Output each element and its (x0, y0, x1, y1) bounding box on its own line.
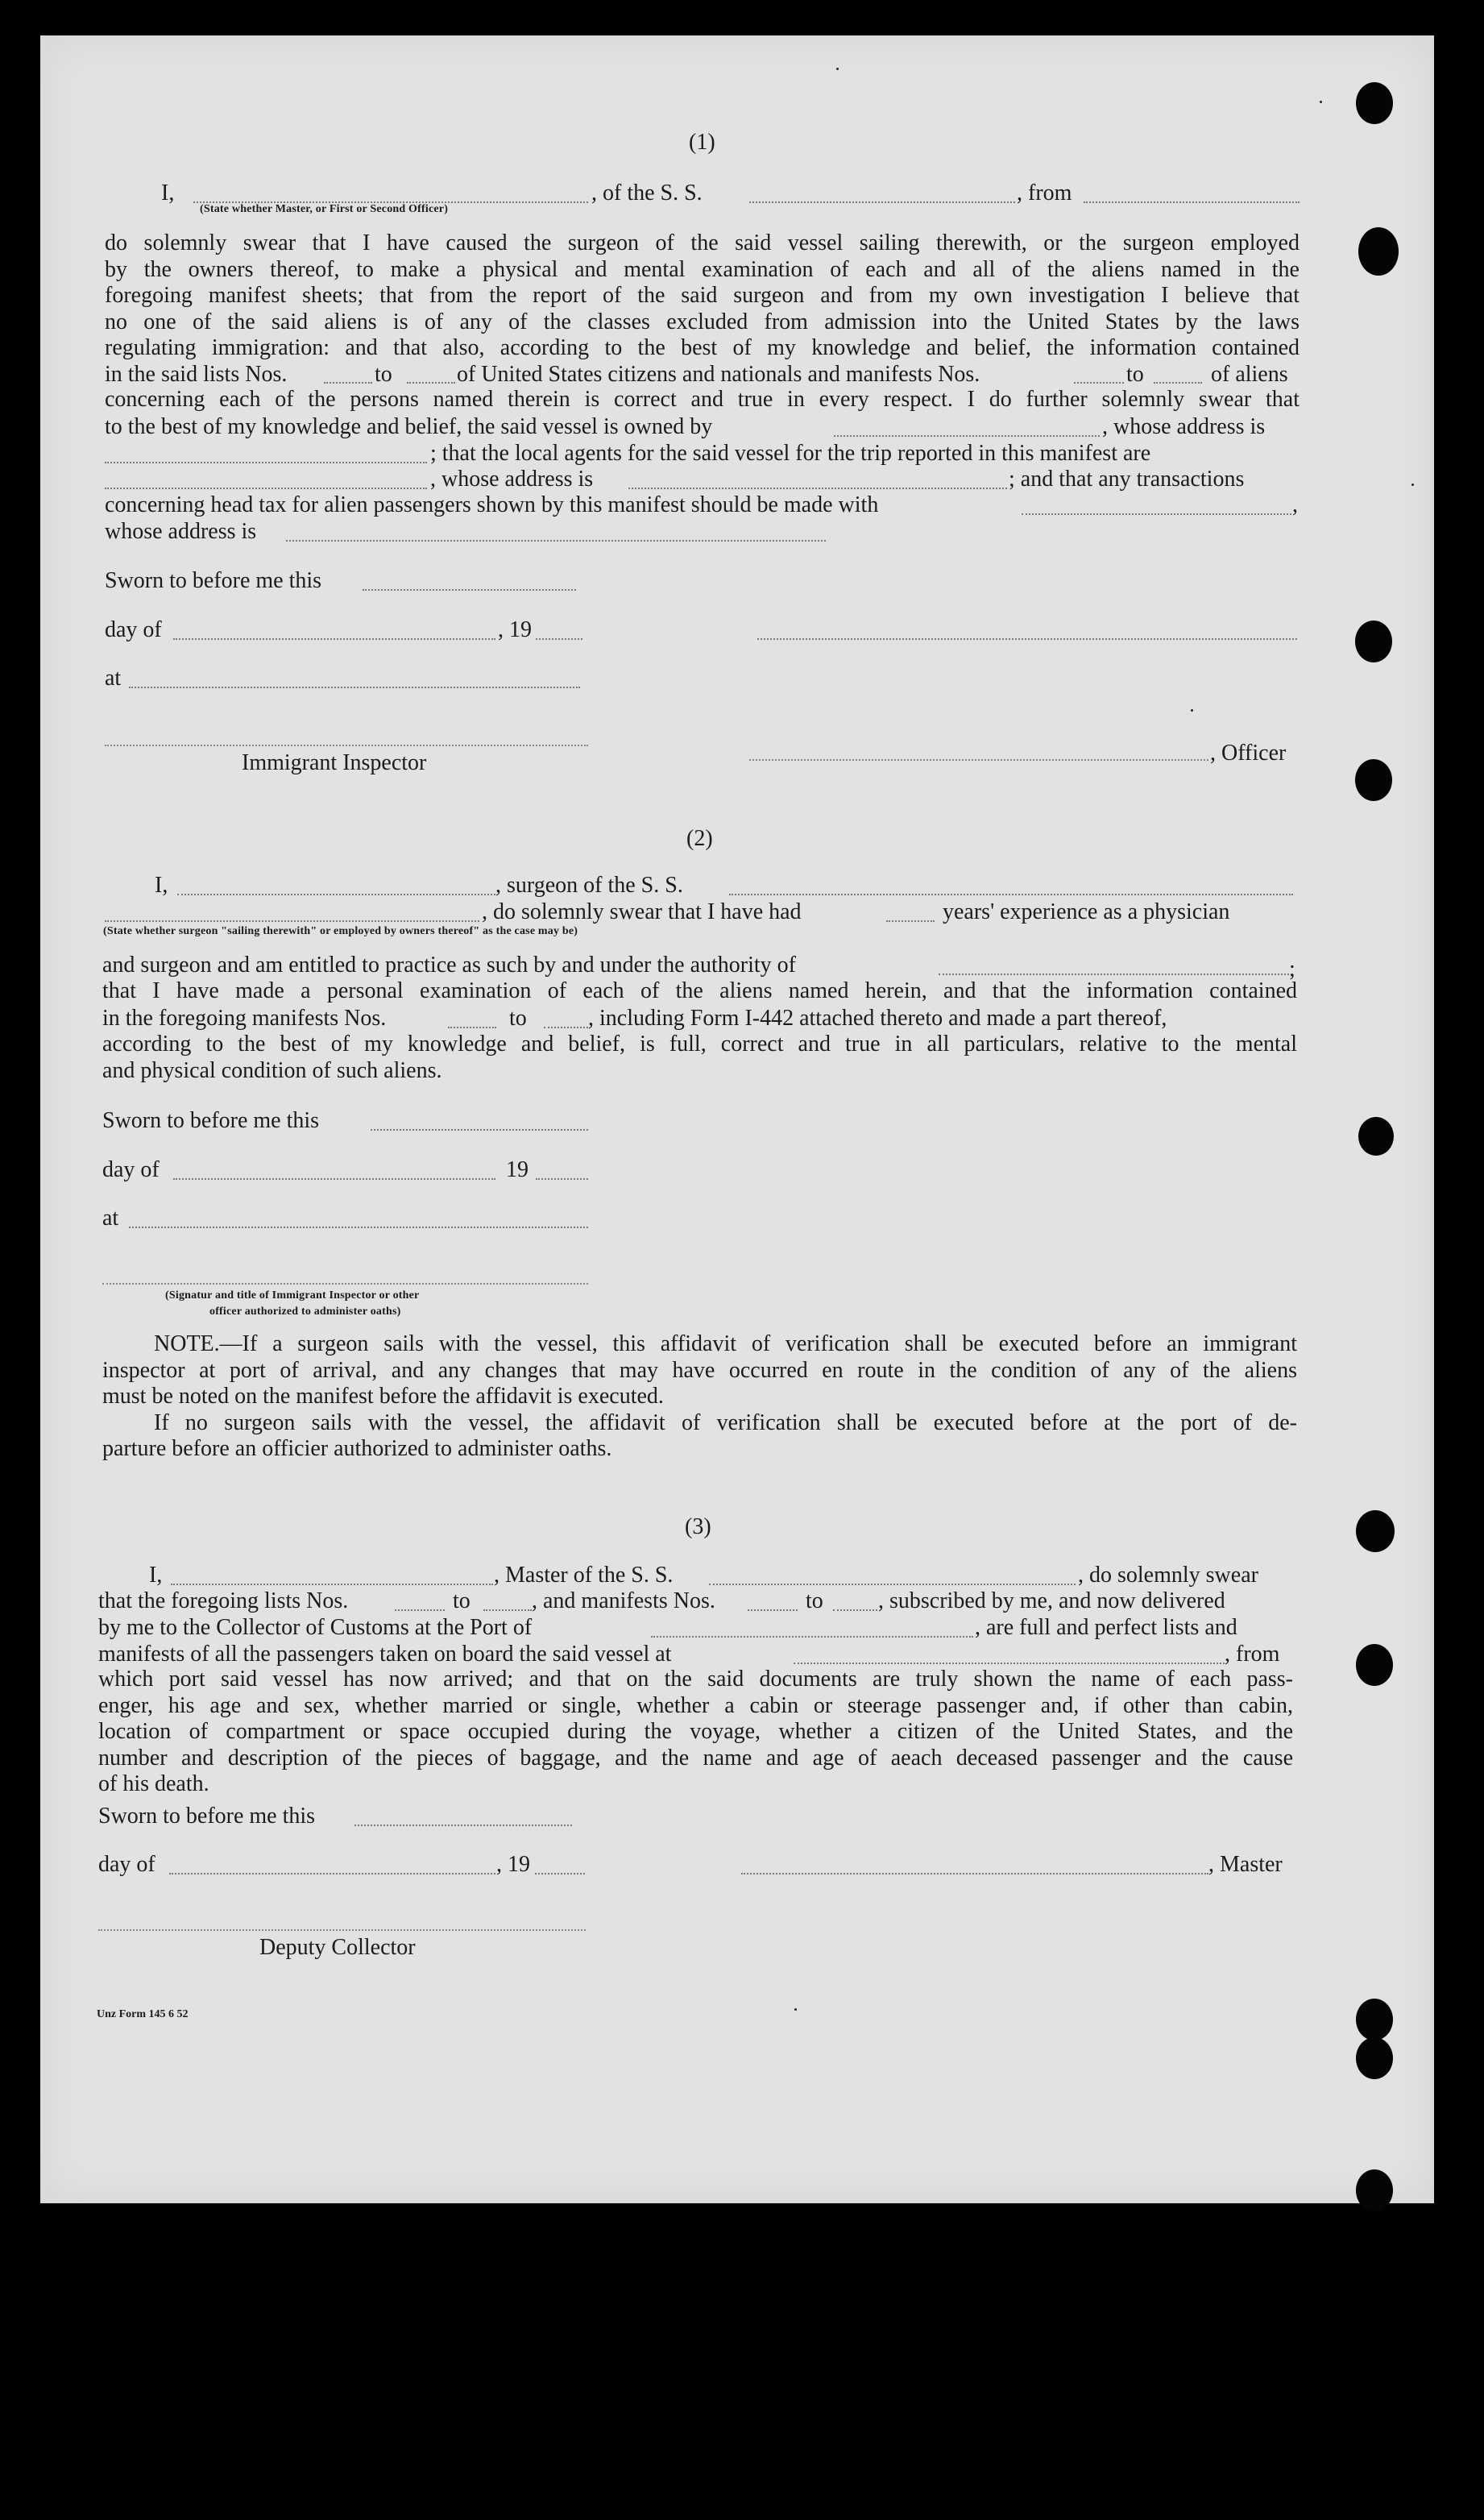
speck (1320, 101, 1322, 103)
s1-agents-address-field[interactable] (628, 488, 1007, 489)
s3-month-field[interactable] (169, 1873, 495, 1874)
s1-body-line: concerning each of the persons named therein is correct and true in every respect. I do further solemnly swear that (105, 387, 1300, 412)
s1-sworn-day-field[interactable] (363, 589, 576, 591)
s1-officer-note: (State whether Master, or First or Second Officer) (200, 203, 449, 215)
s3-body (98, 1667, 1293, 1798)
s1-manifests-to-field[interactable] (1154, 382, 1202, 384)
s2-year-field[interactable] (536, 1178, 588, 1180)
s2-body-rest (102, 1032, 1297, 1084)
s3-subscribed-label: , subscribed by me, and now delivered (878, 1588, 1225, 1613)
s1-sworn-label: Sworn to before me this (105, 568, 322, 593)
form-number-footer: Unz Form 145 6 52 (97, 2008, 189, 2020)
s1-inspector-label: Immigrant Inspector (242, 750, 427, 775)
s2-manifests-to-field[interactable] (544, 1027, 588, 1028)
s3-to-label: to (453, 1588, 470, 1613)
s1-master-signature-line[interactable] (757, 638, 1297, 640)
s2-day-of-label: day of (102, 1157, 160, 1182)
s3-master-label: , Master (1208, 1852, 1283, 1877)
s3-full-perfect-label: , are full and perfect lists and (975, 1615, 1237, 1640)
s2-manifests-from-field[interactable] (448, 1027, 496, 1028)
s2-at-label: at (102, 1206, 119, 1231)
punch-hole (1356, 1644, 1393, 1686)
s2-signature-note-1: (Signatur and title of Immigrant Inspector or other (165, 1289, 420, 1302)
s1-from-field[interactable] (1084, 201, 1300, 203)
s3-lists-to-field[interactable] (483, 1609, 532, 1611)
s2-body-line: that I have made a personal examination of each of the aliens named herein, and that the information contained (102, 978, 1297, 1003)
s3-embark-port-field[interactable] (794, 1663, 1225, 1664)
s2-body-line4 (102, 978, 1297, 1005)
s3-manifests-from-field[interactable] (748, 1609, 798, 1611)
speck (836, 68, 839, 70)
s1-of-ss-label: , of the S. S. (591, 181, 703, 206)
punch-hole (1356, 2169, 1393, 2211)
s1-from-label: , from (1017, 181, 1072, 206)
punch-hole (1358, 227, 1399, 276)
s2-body-line: and physical condition of such aliens. (102, 1057, 442, 1083)
s1-lists-to-field[interactable] (407, 382, 455, 384)
s2-to-label: to (509, 1006, 527, 1031)
s2-years-field[interactable] (886, 920, 935, 922)
s1-at-field[interactable] (129, 687, 580, 688)
s3-sworn-day-field[interactable] (354, 1825, 572, 1826)
s1-officer-signature-line[interactable] (749, 759, 1208, 761)
section-1-heading: (1) (689, 130, 715, 155)
s3-to-label-2: to (806, 1588, 823, 1613)
s3-from-label: , from (1225, 1642, 1280, 1667)
s1-owned-label: to the best of my knowledge and belief, the said vessel is owned by (105, 414, 713, 439)
section-3-heading: (3) (685, 1514, 711, 1539)
s3-day-of-label: day of (98, 1852, 155, 1877)
s3-body-line: enger, his age and sex, whether married or single, whether a cabin or steerage passenger and, if other than cabin, (98, 1692, 1293, 1718)
s1-year-label: , 19 (498, 617, 532, 642)
s1-body-line: foregoing manifest sheets; that from the report of the said surgeon and from my own investigation I believe that (105, 283, 1300, 308)
s2-note-line: must be noted on the manifest before the affidavit is executed. (102, 1384, 664, 1409)
s3-port-label: by me to the Collector of Customs at the Port of (98, 1615, 533, 1640)
s2-vessel-name-field[interactable] (729, 894, 1293, 895)
s2-years-label: years' experience as a physician (943, 899, 1230, 924)
s2-form-label: , including Form I-442 attached thereto and made a part thereof, (588, 1006, 1167, 1031)
speck (1191, 709, 1193, 712)
punch-hole (1356, 1999, 1393, 2040)
s1-body-line: do solemnly swear that I have caused the surgeon of the said vessel sailing therewith, or the surgeon employed (105, 230, 1300, 255)
s2-semicolon: ; (1289, 957, 1295, 982)
s2-authority-field[interactable] (939, 974, 1289, 975)
s1-vessel-name-field[interactable] (749, 201, 1015, 203)
s1-agents-address-label: , whose address is (430, 467, 594, 492)
s3-body-line: which port said vessel has now arrived; and that on the said documents are truly shown the name of each pass- (98, 1667, 1293, 1692)
s2-sworn-day-field[interactable] (371, 1129, 588, 1131)
s3-taken-on-label: manifests of all the passengers taken on board the said vessel at (98, 1642, 672, 1667)
s3-lists-label: that the foregoing lists Nos. (98, 1588, 349, 1613)
s1-head-tax-address-field[interactable] (286, 540, 826, 542)
s1-year-field[interactable] (536, 638, 582, 640)
s2-manifests-label: in the foregoing manifests Nos. (102, 1006, 387, 1031)
s1-owner-address-field[interactable] (105, 462, 427, 463)
s3-body-line: location of compartment or space occupied during the voyage, whether a citizen of the United States, and the (98, 1719, 1293, 1744)
speck (794, 2008, 797, 2011)
s2-note-line: If no surgeon sails with the vessel, the affidavit of verification shall be executed before at the port of de- (154, 1409, 1297, 1435)
s3-port-field[interactable] (651, 1636, 973, 1638)
section-2-heading: (2) (686, 826, 713, 851)
s1-head-tax-field[interactable] (1022, 513, 1291, 515)
s1-head-tax-label: concerning head tax for alien passengers shown by this manifest should be made with (105, 492, 879, 517)
s3-master-name-field[interactable] (171, 1584, 493, 1585)
s1-transactions-label: ; and that any transactions (1009, 467, 1245, 492)
s3-master-signature-line[interactable] (741, 1873, 1208, 1874)
punch-hole (1356, 1510, 1395, 1552)
s2-surgeon-name-field[interactable] (177, 894, 495, 895)
s3-body-line: number and description of the pieces of baggage, and the name and age of aeach deceased passenger and the cause (98, 1745, 1293, 1771)
s1-lists-label: in the said lists Nos. (105, 362, 288, 387)
punch-hole (1356, 82, 1393, 124)
s3-sworn-label: Sworn to before me this (98, 1804, 316, 1829)
s1-month-field[interactable] (173, 638, 495, 640)
s1-to-label-2: to (1126, 362, 1144, 387)
s1-to-label: to (375, 362, 392, 387)
s1-at-label: at (105, 666, 122, 691)
s1-aliens-label: of aliens (1211, 362, 1288, 387)
s2-surgeon-label: , surgeon of the S. S. (495, 873, 683, 898)
punch-hole (1356, 2037, 1393, 2079)
s3-lists-from-field[interactable] (395, 1609, 445, 1611)
s3-year-label: , 19 (496, 1852, 530, 1877)
s3-swear-label: , do solemnly swear (1078, 1563, 1258, 1588)
s2-sworn-label: Sworn to before me this (102, 1108, 320, 1133)
s3-collector-signature-line[interactable] (98, 1929, 586, 1931)
punch-hole (1355, 621, 1392, 662)
s1-agents-field[interactable] (105, 488, 427, 489)
s1-whose-address-label: whose address is (105, 519, 257, 544)
s2-note (102, 1331, 1297, 1463)
s3-i-label: I, (149, 1563, 163, 1588)
s1-body-line: regulating immigration: and that also, according to the best of my knowledge and belief, the information contained (105, 335, 1300, 360)
s2-capacity-field[interactable] (105, 920, 479, 922)
s3-body-line: of his death. (98, 1771, 209, 1796)
s1-lists-from-field[interactable] (324, 382, 372, 384)
s1-inspector-signature-line[interactable] (105, 745, 588, 746)
s1-body-line: no one of the said aliens is of any of the classes excluded from admission into the United States by the laws (105, 309, 1300, 334)
s1-agents-label: ; that the local agents for the said vessel for the trip reported in this manifest are (430, 441, 1151, 466)
speck (1411, 484, 1414, 486)
s3-collector-label: Deputy Collector (259, 1935, 416, 1960)
s2-note-line: parture before an officier authorized to administer oaths. (102, 1436, 612, 1461)
s1-i-label: I, (161, 181, 175, 206)
s2-note-line: inspector at port of arrival, and any changes that may have occurred en route in the condition of any of the aliens (102, 1357, 1297, 1383)
s1-comma: , (1292, 492, 1298, 517)
s2-i-label: I, (155, 873, 168, 898)
s1-officer-label: , Officer (1210, 741, 1287, 766)
s3-master-of-label: , Master of the S. S. (494, 1563, 674, 1588)
s2-month-field[interactable] (173, 1178, 495, 1180)
s1-body-line7 (105, 387, 1300, 413)
s2-note-line: NOTE.—If a surgeon sails with the vessel, this affidavit of verification shall be executed before an immigrant (154, 1331, 1297, 1356)
s1-citizens-label: of United States citizens and nationals and manifests Nos. (457, 362, 980, 387)
s1-day-of-label: day of (105, 617, 162, 642)
s2-authority-label: and surgeon and am entitled to practice as such by and under the authority of (102, 953, 796, 978)
s3-manifests-label: , and manifests Nos. (532, 1588, 715, 1613)
s2-year-label: 19 (506, 1157, 529, 1182)
punch-hole (1358, 1117, 1394, 1156)
punch-hole (1355, 759, 1392, 801)
s1-manifests-from-field[interactable] (1074, 382, 1124, 384)
s2-signature-note-2: officer authorized to administer oaths) (209, 1306, 401, 1318)
s2-at-field[interactable] (129, 1227, 588, 1228)
s3-manifests-to-field[interactable] (833, 1609, 877, 1611)
s2-capacity-note: (State whether surgeon "sailing therewith" or employed by owners thereof" as the case may be) (103, 925, 578, 937)
s1-owner-address-label: , whose address is (1102, 414, 1266, 439)
s3-year-field[interactable] (535, 1873, 585, 1874)
s2-signature-line[interactable] (102, 1283, 588, 1285)
s1-owner-field[interactable] (834, 435, 1100, 437)
s2-swear-label: , do solemnly swear that I have had (482, 899, 802, 924)
s3-vessel-name-field[interactable] (709, 1584, 1076, 1585)
s1-body-line: by the owners thereof, to make a physical and mental examination of each and all of the aliens named in the (105, 256, 1300, 282)
s2-body-line: according to the best of my knowledge and belief, is full, correct and true in all particulars, relative to the mental (102, 1032, 1297, 1057)
s1-body (105, 230, 1300, 362)
